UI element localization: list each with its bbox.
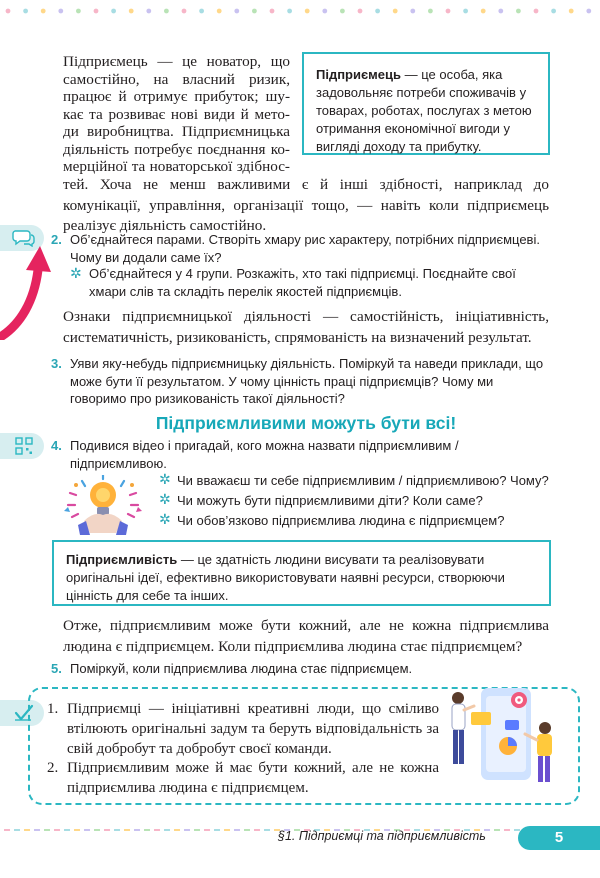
question-item xyxy=(159,472,551,490)
task-text: Уяви яку-небудь підприємницьку діяльність. Поміркуй та наведи приклади, що може бути її результатом. У чому цінність праці підприємців? Чому ми говоримо про ризикованість такої діяльності? xyxy=(70,356,544,406)
paragraph-entrepreneur xyxy=(63,53,290,176)
paragraph-entrepreneur-continued: тей. Хоча не менш важливими є й інші здібності, наприклад до комунікації, управління, організації тощо, — навіть коли підприємець реалізує діяльність самостійно. xyxy=(63,176,549,234)
task-3 xyxy=(51,355,551,409)
question-text: Чи можуть бути підприємливими діти? Коли саме? xyxy=(177,493,483,508)
paragraph-line: ди виробництва. Підприємницька xyxy=(63,123,290,140)
business-people-illustration xyxy=(445,680,555,790)
task-subtext: Об’єднайтеся у 4 групи. Розкажіть, хто такі підприємці. Поєднайте свої хмари слів та складіть перелік якостей підприємців. xyxy=(89,266,516,299)
definition-text: — це здатність людини висувати та реалізовувати оригінальні ідеї, ефективно використовувати наявні ресурси, створюючи цінність для себе та інших. xyxy=(66,552,505,603)
task-number: 4. xyxy=(51,438,62,453)
definition-term: Підприємливість xyxy=(66,552,178,567)
qr-marker xyxy=(0,433,44,459)
lightbulb-illustration xyxy=(60,475,146,537)
task-text: Об’єднайтеся парами. Створіть хмару рис характеру, потрібних підприємцеві. Чому ви додали саме їх? xyxy=(70,232,540,265)
task-2 xyxy=(51,231,551,267)
question-item xyxy=(159,512,551,530)
pointer-arrow xyxy=(0,240,56,340)
qr-code-icon xyxy=(15,437,33,455)
paragraph-conclusion: Отже, підприємливим може бути кожний, але не кожна підприємлива людина є підприємцем. Коли підприємлива людина стає підприємцем? xyxy=(63,617,549,655)
question-text: Чи вважаєш ти себе підприємливим / підприємливою? Чому? xyxy=(177,473,549,488)
section-heading: Підприємливими можуть бути всі! xyxy=(155,413,457,433)
top-dots-decoration xyxy=(0,0,600,22)
question-text: Чи обов’язково підприємлива людина є підприємцем? xyxy=(177,513,505,528)
paragraph-line: Підприємець — це новатор, що xyxy=(63,53,290,70)
definition-box-entrepreneurship xyxy=(52,540,551,606)
definition-term: Підприємець xyxy=(316,67,402,82)
paragraph-line: діяльність потребує поєднання ко- xyxy=(63,140,290,158)
item-number: 2. xyxy=(47,760,59,776)
footer-section-title: §1. Підприємці та підприємливість xyxy=(278,829,486,843)
sparkle-icon: ✲ xyxy=(70,265,82,281)
paragraph-line: самостійно, на власний ризик, xyxy=(63,70,290,88)
sparkle-icon: ✲ xyxy=(159,511,171,527)
item-text: Підприємливим може й має бути кожний, але не кожна підприємлива людина є підприємцем. xyxy=(67,760,439,796)
page-number: 5 xyxy=(518,826,600,850)
definition-box-entrepreneur xyxy=(302,52,550,155)
paragraph-signs: Ознаки підприємницької діяльності — самостійність, ініціативність, систематичність, ризикованість, спрямованість на визначений результат. xyxy=(63,308,549,346)
task-2-sub xyxy=(70,265,551,301)
task-5 xyxy=(51,660,551,678)
summary-item xyxy=(47,758,439,800)
task-number: 5. xyxy=(51,661,62,676)
item-text: Підприємці — ініціативні креативні люди, що сміливо втілюють оригінальні задум та беруть відповідальність за свій добробут та добробут своєї команди. xyxy=(67,701,439,757)
task-text: Подивися відео і пригадай, кого можна назвати підприємливим / підприємливою. xyxy=(70,438,459,471)
definition-text: — це особа, яка задовольняє потреби споживачів у товарах, роботах, послугах з метою отримання економічної вигоди у вигляді доходу та прибутку. xyxy=(316,67,532,154)
summary-item xyxy=(47,699,439,757)
task-number: 3. xyxy=(51,356,62,371)
paragraph-line: кає та розвиває нові види й мето- xyxy=(63,105,290,123)
paragraph-line: мерційної та новаторської здібнос- xyxy=(63,158,290,175)
paragraph-line: працює й отримує прибуток; шу- xyxy=(63,88,290,105)
task-number: 2. xyxy=(51,232,62,247)
task-text: Поміркуй, коли підприємлива людина стає підприємцем. xyxy=(70,661,413,676)
sparkle-icon: ✲ xyxy=(159,491,171,507)
item-number: 1. xyxy=(47,701,59,717)
sparkle-icon: ✲ xyxy=(159,471,171,487)
task-4 xyxy=(51,437,551,473)
question-item xyxy=(159,492,551,510)
